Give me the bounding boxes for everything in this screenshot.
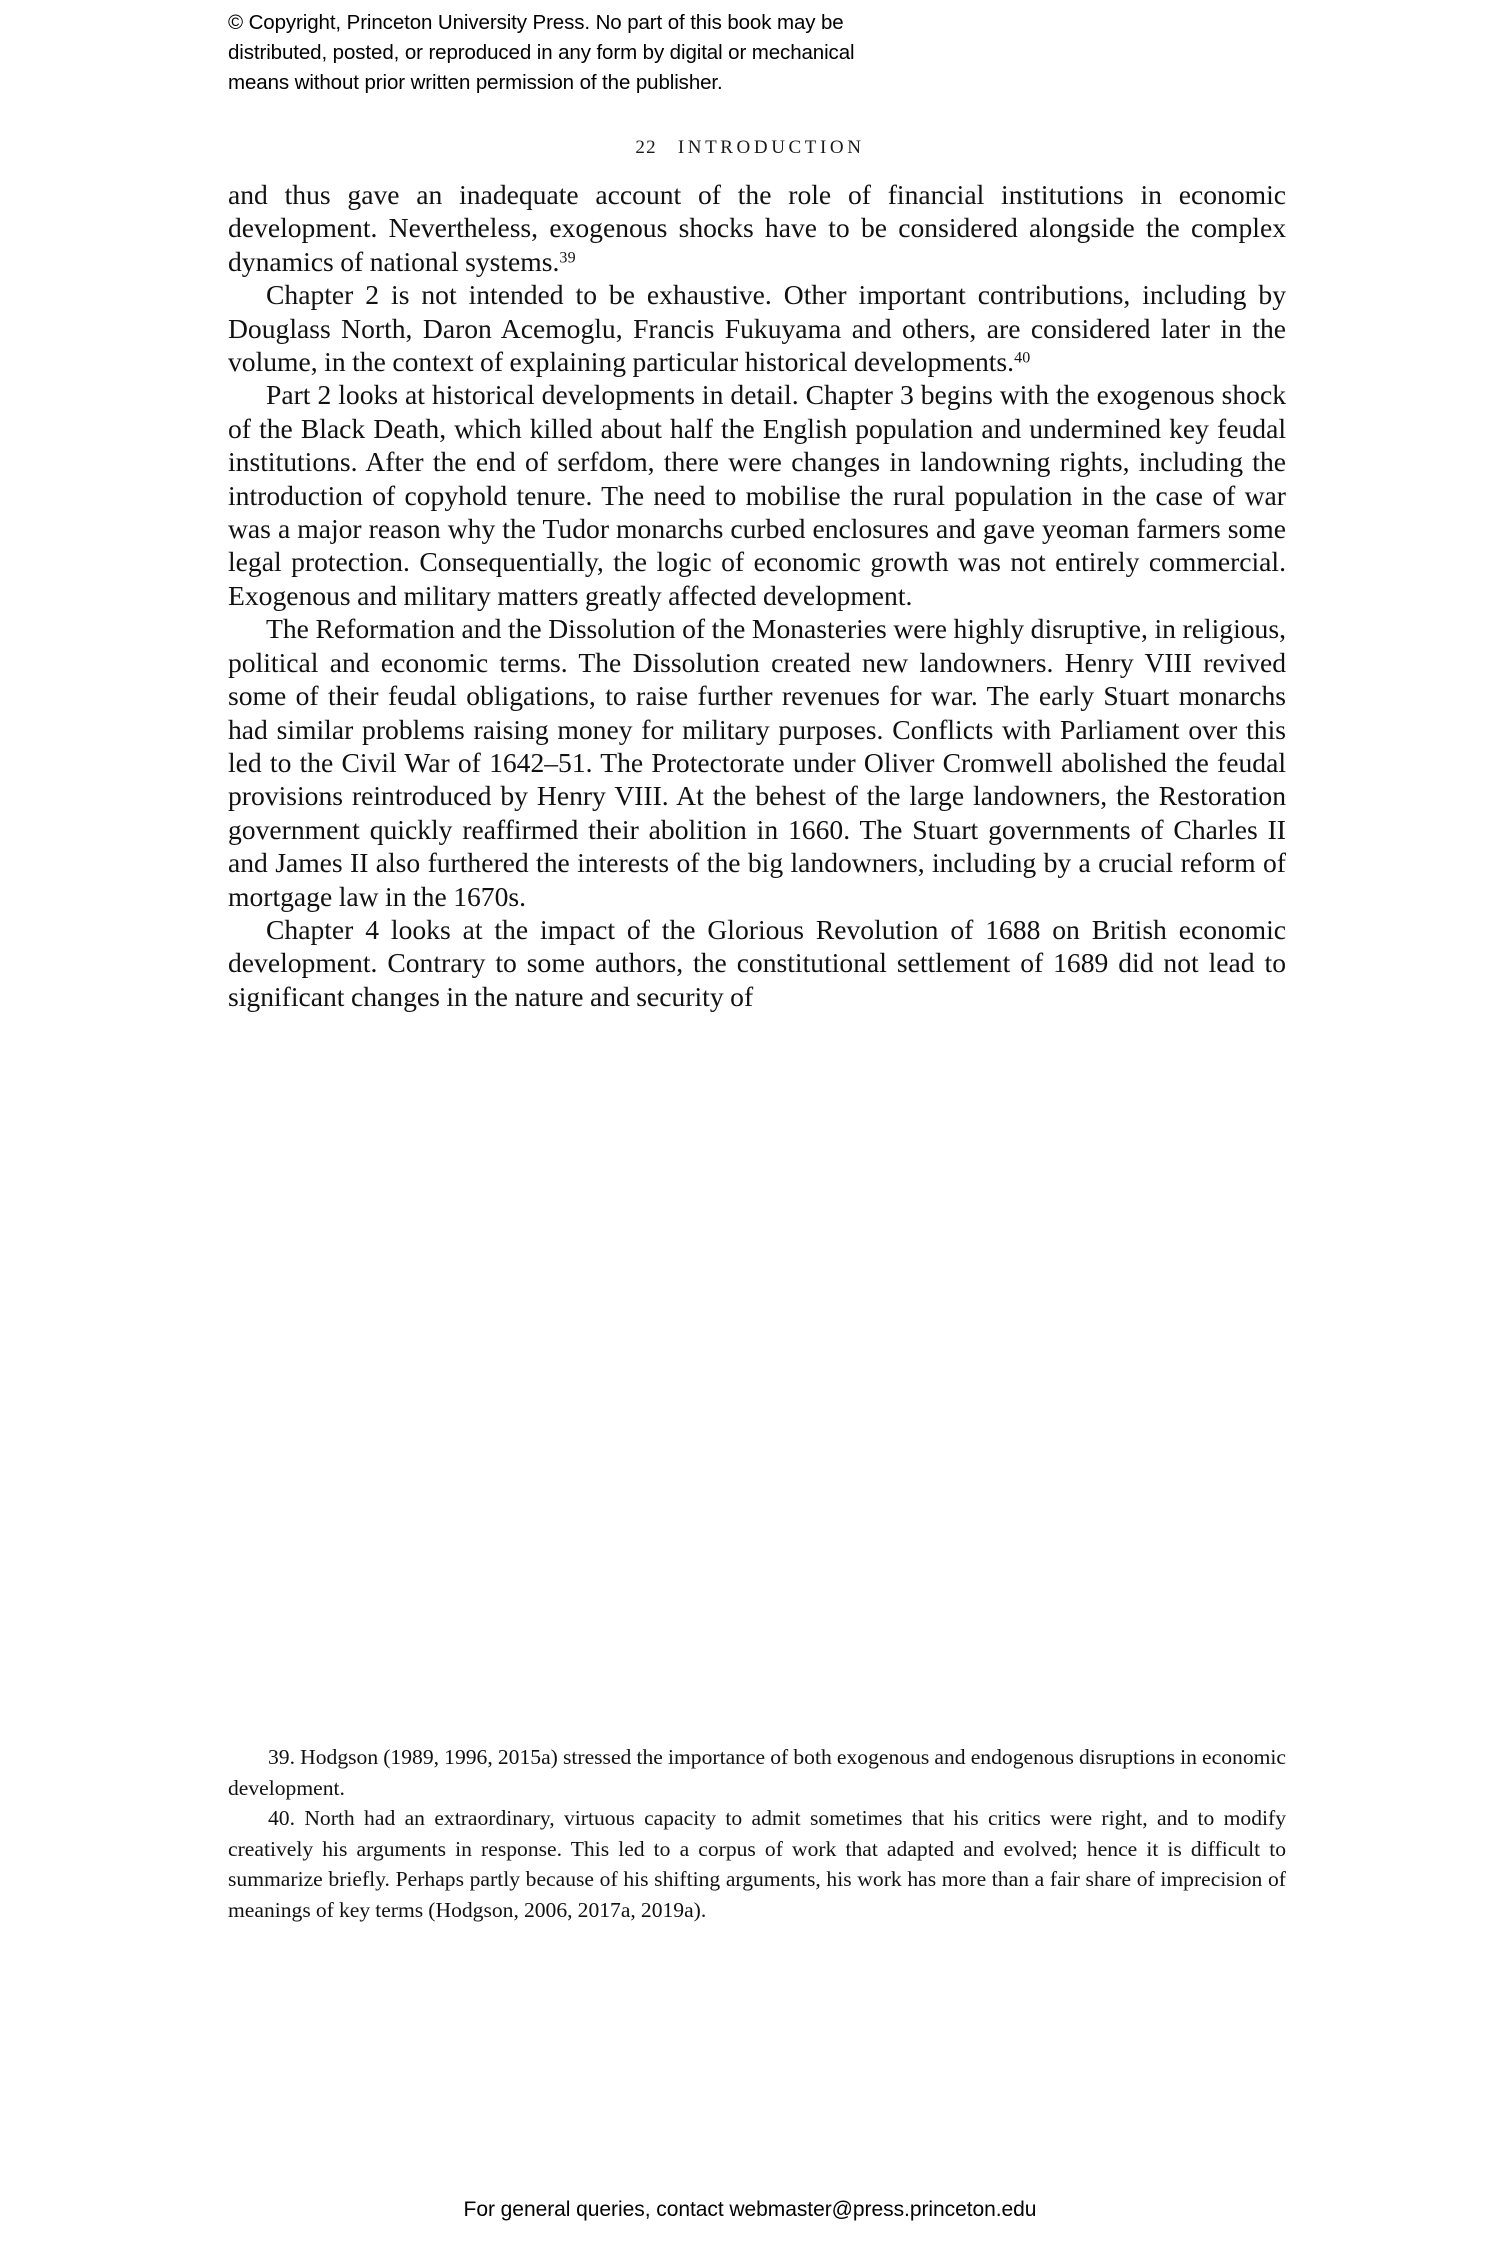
paragraph-1 bbox=[228, 178, 1286, 278]
footer-text: For general queries, contact webmaster@press.princeton.edu bbox=[463, 2198, 1037, 2221]
paragraph-2 bbox=[228, 278, 1286, 378]
page-number: 22 bbox=[635, 137, 657, 158]
paragraph-4: The Reformation and the Dissolution of the Monasteries were highly disruptive, in religious, political and economic terms. The Dissolution created new landowners. Henry VIII revived some of their feudal obligations, to raise further revenues for war. The early Stuart monarchs had similar problems raising money for military purposes. Conflicts with Parliament over this led to the Civil War of 1642–51. The Protectorate under Oliver Cromwell abolished the feudal provisions reintroduced by Henry VIII. At the behest of the large landowners, the Restoration government quickly reaffirmed their abolition in 1660. The Stuart governments of Charles II and James II also furthered the interests of the big landowners, including by a crucial reform of mortgage law in the 1670s. bbox=[228, 613, 1286, 912]
copyright-notice bbox=[228, 8, 1058, 98]
footnote-40: 40. North had an extraordinary, virtuous capacity to admit sometimes that his critics were right, and to modify creatively his arguments in response. This led to a corpus of work that adapted and evolved; hence it is difficult to summarize briefly. Perhaps partly because of his shifting arguments, his work has more than a fair share of imprecision of meanings of key terms (Hodgson, 2006, 2017a, 2019a). bbox=[228, 1806, 1286, 1922]
paragraph-5: Chapter 4 looks at the impact of the Glorious Revolution of 1688 on British economic development. Contrary to some authors, the constitutional settlement of 1689 did not lead to significant changes in the nature and security of bbox=[228, 913, 1286, 1012]
running-head bbox=[0, 136, 1500, 160]
footnote-39: 39. Hodgson (1989, 1996, 2015a) stressed the importance of both exogenous and endogenous disruptions in economic development. bbox=[228, 1745, 1286, 1800]
page-footer bbox=[0, 2196, 1500, 2224]
copyright-line-2: distributed, posted, or reproduced in any form by digital or mechanical bbox=[228, 41, 855, 64]
running-head-title: INTRODUCTION bbox=[677, 137, 865, 158]
footnotes-block bbox=[228, 1742, 1286, 1925]
paragraph-3: Part 2 looks at historical developments in detail. Chapter 3 begins with the exogenous shock of the Black Death, which killed about half the English population and undermined key feudal institutions. After the end of serfdom, there were changes in landowning rights, including the introduction of copyhold tenure. The need to mobilise the rural population in the case of war was a major reason why the Tudor monarchs curbed enclosures and gave yeoman farmers some legal protection. Consequentially, the logic of economic growth was not entirely commercial. Exogenous and military matters greatly affected development. bbox=[228, 379, 1286, 611]
footnote-ref-40[interactable]: 40 bbox=[1014, 349, 1031, 367]
paragraph-1-text: and thus gave an inadequate account of the role of financial institutions in economic development. Nevertheless, exogenous shocks have to be considered alongside the complex dynamics of national systems. bbox=[228, 179, 1286, 277]
paragraph-2-text: Chapter 2 is not intended to be exhaustive. Other important contributions, including by Douglass North, Daron Acemoglu, Francis Fukuyama and others, are considered later in the volume, in the context of explaining particular historical developments. bbox=[228, 279, 1286, 378]
copyright-line-1: © Copyright, Princeton University Press. No part of this book may be bbox=[228, 11, 844, 34]
copyright-line-3: means without prior written permission of the publisher. bbox=[228, 71, 723, 94]
body-text bbox=[228, 178, 1286, 1013]
footnote-ref-39[interactable]: 39 bbox=[559, 249, 576, 267]
